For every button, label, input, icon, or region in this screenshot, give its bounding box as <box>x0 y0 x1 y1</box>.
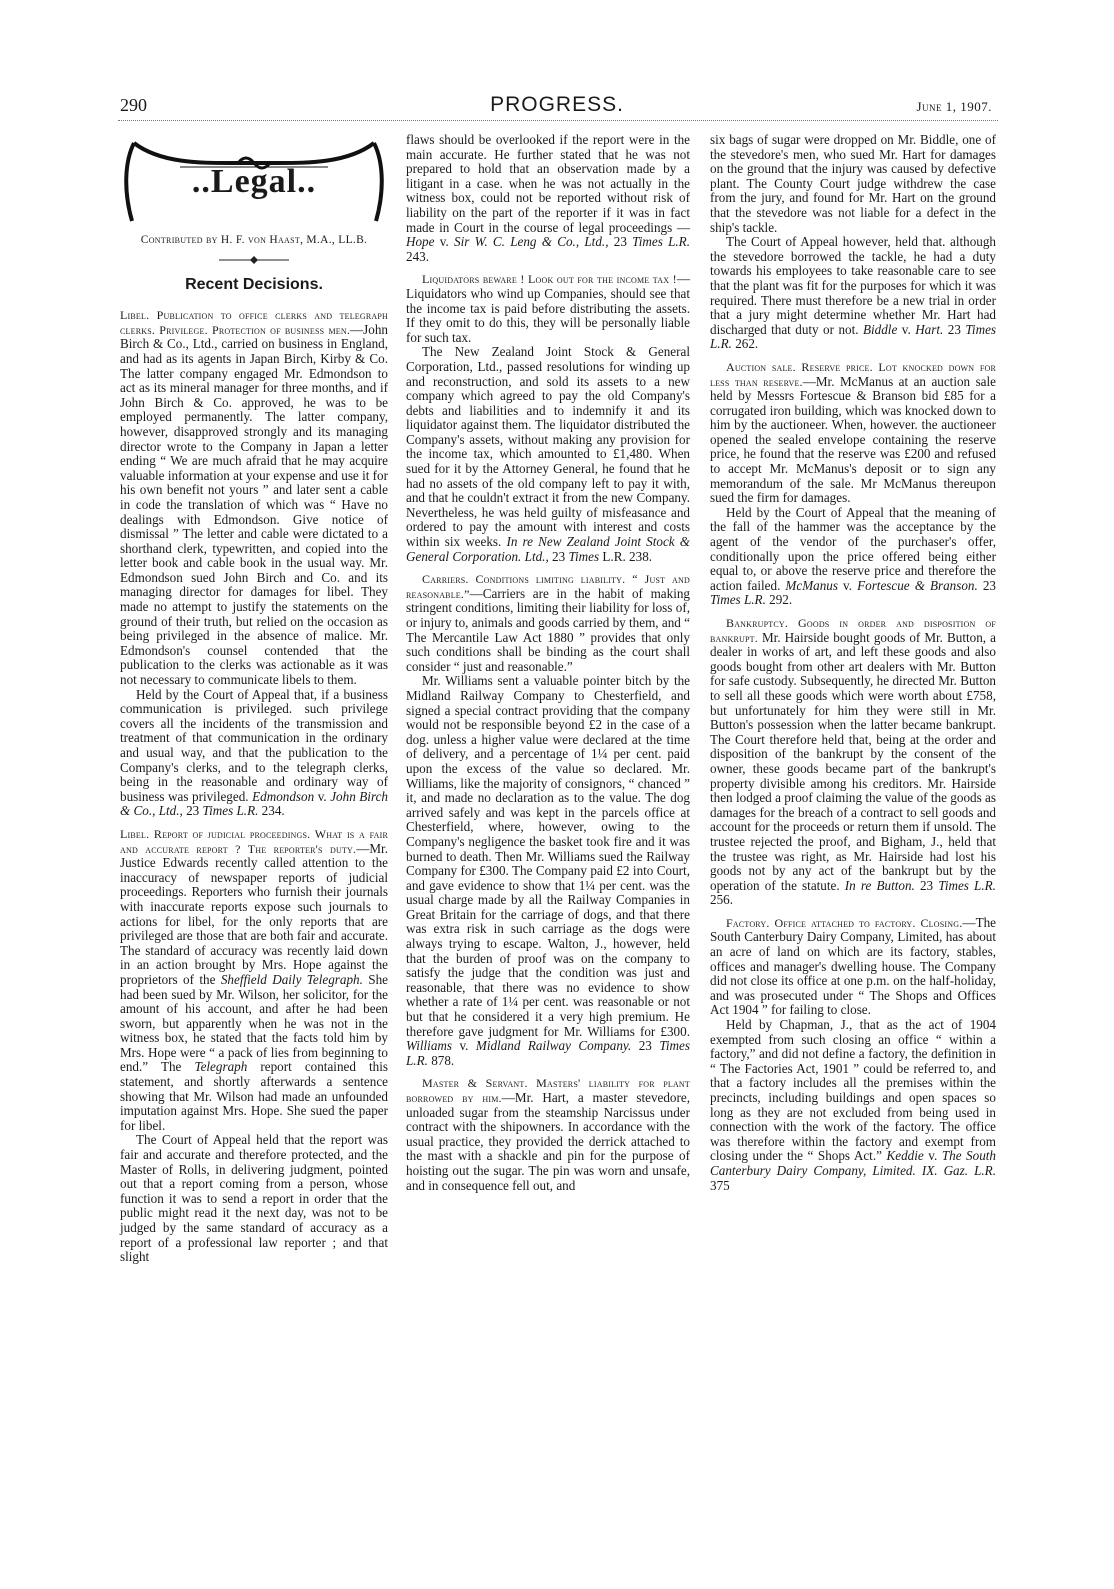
article-libel-privilege: Libel. Publication to office clerks and telegraph clerks. Privilege. Protection of business men.—John Birch & Co., Ltd., carried on business in England, and had as its agents in Japan Birch, Kirby & Co. The latter company engaged Mr. Edmondson to act as its mineral manager for three months, and if John Birch & Co. approved, he was to be employed permanently. The latter company, however, disapproved strongly and its managing director wrote to the Company in Japan a letter ending “ We are much afraid that he may acquire valuable information at your expense and use it for his own benefit not yours ” and later sent a cable in code the translation of which was “ Have no dealings with Edmondson. Give notice of dismissal ” The letter and cable were dictated to a shorthand clerk, typewritten, and copied into the letter book and cable book in the usual way. Mr. Edmondson sued John Birch and Co. and its managing director for damages for libel. They made no attempt to justify the statements on the ground of their truth, but relied on the occasion as being privileged in the absence of malice. Mr. Edmondson's counsel contended that the publication to the clerks was actionable as it was not necessary to communicate libels to them. <box>120 308 388 688</box>
column-3 <box>710 133 996 1193</box>
legal-banner <box>120 133 388 225</box>
divider-ornament <box>120 254 388 270</box>
paragraph: Held by the Court of Appeal that, if a business communication is privileged. such privilege covers all the incidents of the transmission and treatment of that communication in the ordinary and usual way, and that the publication to the Company's clerks, and to the telegraph clerks, being in the reasonable and ordinary way of business was privileged. Edmondson v. John Birch & Co., Ltd., 23 Times L.R. 234. <box>120 686 388 819</box>
article-bankruptcy: Bankruptcy. Goods in order and disposition of bankrupt. Mr. Hairside bought goods of Mr. Button, a dealer in works of art, and left these goods and also goods bought from other art dealers with Mr. Button for safe custody. Subsequently, he directed Mr. Button to sell all these goods which were worth about £758, but unfortunately for him they were still in Mr. Button's possession when the latter became bankrupt. The Court therefore held that, being at the order and disposition of the bankrupt by the consent of the owner, these goods became part of the bankrupt's property divisible among his creditors. Mr. Hairside then lodged a proof claiming the value of the goods as damages for the breach of a contract to sell goods and account for the proceeds or return them if unsold. The trustee rejected the proof, and Bigham, J., held that the trustee was right, as Mr. Hairside had lost his goods not by any act of the bankrupt but by the operation of the statute. In re Button. 23 Times L.R. 256. <box>710 616 996 908</box>
paragraph: The Court of Appeal held that the report was fair and accurate and therefore protected, and the Master of Rolls, in delivering judgment, pointed out that a report coming from a person, whose function it was to send a report in order that the public might read it the next day, was not to be judged by the same standard of accuracy as a report of a professional law reporter ; and that slight <box>120 1132 388 1265</box>
case-heading: Libel. Publication to office clerks and telegraph clerks. Privilege. Protection of business men. <box>120 308 388 337</box>
contributor-line: Contributed by H. F. von Haast, M.A., LL.B. <box>140 234 368 246</box>
article-liquidators: Liquidators beware ! Look out for the income tax !—Liquidators who wind up Companies, should see that the income tax is paid before distributing the assets. If they omit to do this, they will be personally liable for such tax. <box>406 271 690 345</box>
paragraph: six bags of sugar were dropped on Mr. Biddle, one of the stevedore's men, who sued Mr. Hart for damages on the ground that the injury was caused by defective plant. The County Court judge withdrew the case from the jury, and found for Mr. Hart on the ground that the stevedore was not liable for a defect in the ship's tackle. <box>710 132 996 235</box>
case-heading: Carriers. Conditions limiting liability. “ Just and reasonable.” <box>406 572 690 601</box>
paragraph: Mr. Williams sent a valuable pointer bitch by the Midland Railway Company to Chesterfield, and signed a special contract providing that the company would not be responsible beyond £2 in the case of a dog. unless a higher value were declared at the time of delivery, and a percentage of 1¼ per cent. paid upon the excess of the value so declared. Mr. Williams, like the majority of consignors, “ chanced ” it, and made no declaration as to the value. The dog arrived safely and was kept in the parcels office at Chesterfield, where, however, owing to the Company's negligence the basket took fire and it was burned to death. Then Mr. Williams sued the Railway Company for £300. The Company paid £2 into Court, and gave evidence to show that 1¼ per cent. was the usual charge made by all the Railway Companies in Great Britain for the carriage of dogs, and that there was extra risk in such carriage as the dogs were always trying to escape. Walton, J., however, held that the burden of proof was on the company to satisfy the judge that the condition was just and reasonable, that there was no evidence to show whether a rate of 1¼ per cent. was reasonable or not but that he considered it a very high premium. He therefore gave judgment for Mr. Williams for £300. Williams v. Midland Railway Company. 23 Times L.R. 878. <box>406 673 690 1068</box>
article-master-servant: Master & Servant. Masters' liability for plant borrowed by him.—Mr. Hart, a master stevedore, unloaded sugar from the steamship Narcissus under contract with the shipowners. In accordance with the usual practice, they provided the derrick attached to the mast with a shackle and pin for the purpose of hoisting out the sugar. The pin was worn and unsafe, and in consequence fell out, and <box>406 1076 690 1193</box>
paragraph: Held by the Court of Appeal that the meaning of the fall of the hammer was the acceptance by the agent of the vendor of the purchaser's offer, conditionally upon the price offered being either equal to, or above the reserve price and therefore the action failed. McManus v. Fortescue & Branson. 23 Times L.R. 292. <box>710 504 996 608</box>
journal-title: PROGRESS. <box>490 93 624 116</box>
paragraph: The New Zealand Joint Stock & General Corporation, Ltd., passed resolutions for winding up and reconstruction, and sold its assets to a new company which agreed to pay the old Company's debts and liabilities and to indemnify it and its liquidator against them. The liquidator distributed the Company's assets, without making any provision for the income tax, which amounted to £1,480. When sued for it by the Attorney General, he found that he had no assets of the old company left to pay it with, and that he couldn't extract it from the new Company. Nevertheless, he was held guilty of misfeasance and ordered to pay the amount with interest and costs within six weeks. In re New Zealand Joint Stock & General Corporation. Ltd., 23 Times L.R. 238. <box>406 344 690 564</box>
column-2 <box>406 133 690 1193</box>
case-heading: Master & Servant. Masters' liability for plant borrowed by him. <box>406 1076 690 1105</box>
article-carriers: Carriers. Conditions limiting liability. “ Just and reasonable.”—Carriers are in the habit of making stringent conditions, limiting their liability for loss of, or injury to, animals and goods carried by them, and “ The Mercantile Law Act 1880 ” provides that only such conditions shall be binding as the court shall consider “ just and reasonable.” <box>406 572 690 674</box>
case-heading: Factory. Office attached to factory. Closing. <box>726 915 963 930</box>
paragraph: Held by Chapman, J., that as the act of 1904 exempted from such closing an office “ within a factory,” and did not define a factory, the definition in “ The Factories Act, 1901 ” could be referred to, and that a factory includes all the premises within the precincts, including buildings and open spaces so long as they are not excluded from being used in connection with the work of the factory. The office was therefore within the factory and exempt from closing under the “ Shops Act.” Keddie v. The South Canterbury Dairy Company, Limited. IX. Gaz. L.R. 375 <box>710 1017 996 1193</box>
paragraph: flaws should be overlooked if the report were in the main accurate. He further stated that he was not prepared to hold that an observation made by a litigant in a case. when he was not actually in the witness box, could not be reported without risk of liability on the part of the reporter if it was in fact made in Court in the course of legal proceedings — Hope v. Sir W. C. Leng & Co., Ltd., 23 Times L.R. 243. <box>406 132 690 264</box>
paragraph: The Court of Appeal however, held that. although the stevedore borrowed the tackle, he had a duty towards his employees to take reasonable care to see that the plant was fit for the purposes for which it was required. There must therefore be a new trial in order that a jury might determine whether Mr. Hart had discharged that duty or not. Biddle v. Hart. 23 Times L.R. 262. <box>710 234 997 352</box>
case-heading: Libel. Report of judicial proceedings. What is a fair and accurate report ? The reporter's duty. <box>120 826 388 856</box>
article-auction: Auction sale. Reserve price. Lot knocked down for less than reserve.—Mr. McManus at an auction sale held by Messrs Fortescue & Branson bid £85 for a corrugated iron building, which was knocked down to him by the auctioneer. When, however. the auctioneer opened the sealed envelope containing the reserve price, he found that the reserve was £200 and refused to accept Mr. McManus's deposit or to sign any memorandum of the sale. Mr McManus thereupon sued the firm for damages. <box>710 359 996 506</box>
issue-date: June 1, 1907. <box>916 99 992 114</box>
header-rule <box>118 120 998 121</box>
case-heading: Liquidators beware ! Look out for the income tax ! <box>422 272 677 287</box>
case-heading: Bankruptcy. Goods in order and disposition of bankrupt. <box>710 616 996 645</box>
article-libel-report: Libel. Report of judicial proceedings. What is a fair and accurate report ? The reporter's duty.—Mr. Justice Edwards recently called attention to the inaccuracy of newspaper reports of judicial proceedings. Reporters who furnish their journals with inaccurate reports expose such journals to actions for libel, for the only reports that are privileged are those that are both fair and accurate. The standard of accuracy was recently laid down in an action brought by Mrs. Hope against the proprietors of the Sheffield Daily Telegraph. She had been sued by Mr. Wilson, her solicitor, for the amount of his account, and after he had been sworn, but apparently when he was not in the witness box, he stated that the facts told him by Mrs. Hope were “ a pack of lies from beginning to end.” The Telegraph report contained this statement, and shortly afterwards a sentence showing that Mr. Wilson had made an unfounded imputation against Mrs. Hope. She sued the paper for libel. <box>120 826 389 1133</box>
article-factory: Factory. Office attached to factory. Closing.—The South Canterbury Dairy Company, Limited, has about an acre of land on which are its factory, stables, offices and manager's dwelling house. The Company did not close its office at one p.m. on the half-holiday, and was prosecuted under “ The Shops and Offices Act 1904 ” for failing to close. <box>710 914 996 1018</box>
subheading-recent-decisions: Recent Decisions. <box>185 275 323 293</box>
page-number: 290 <box>120 95 147 115</box>
case-heading: Auction sale. Reserve price. Lot knocked down for less than reserve. <box>710 359 996 389</box>
column-1 <box>120 133 388 1265</box>
section-title: ..Legal.. <box>191 163 317 200</box>
